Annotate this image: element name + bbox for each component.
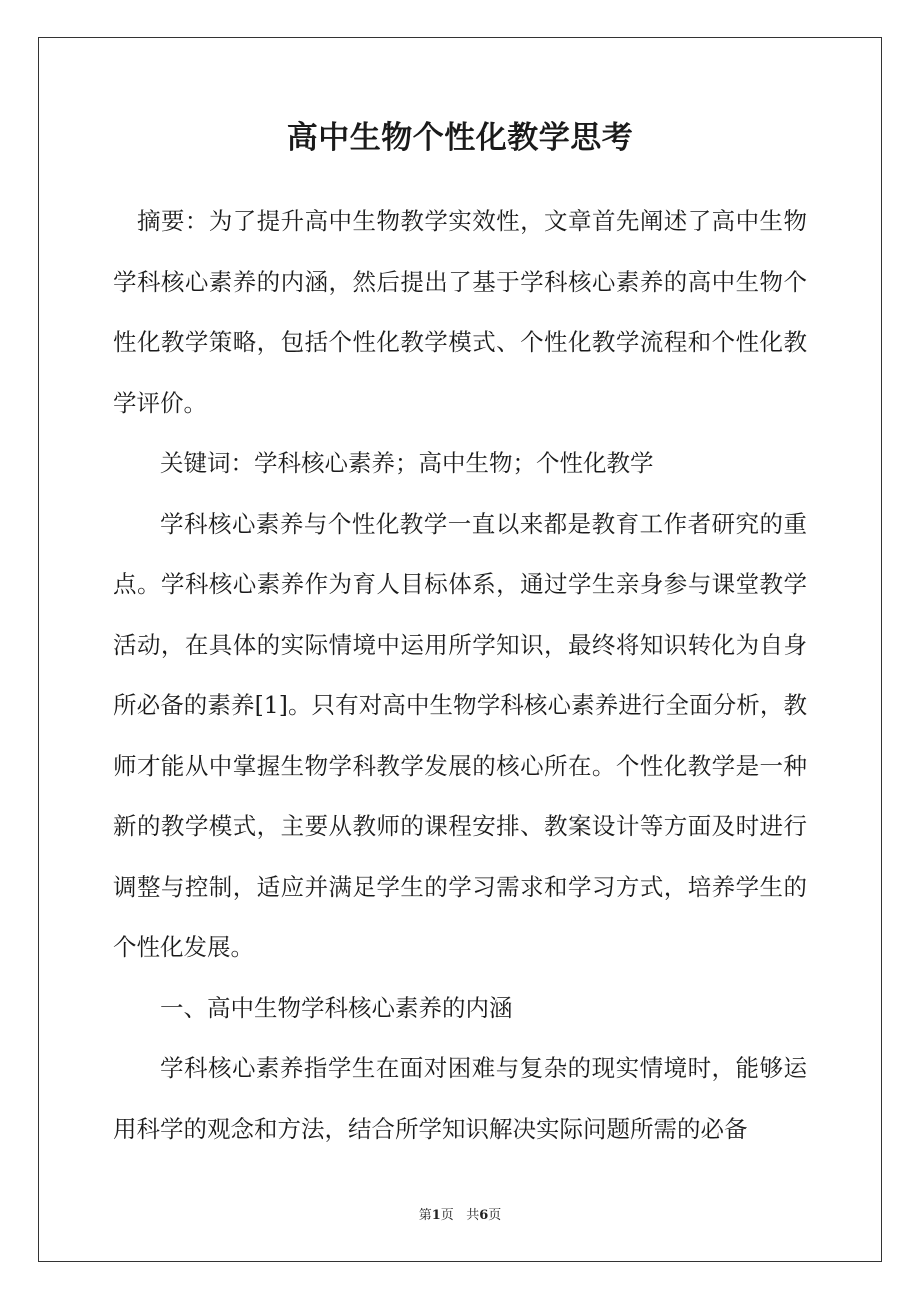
footer-total-prefix: 共 — [466, 1208, 480, 1223]
footer-prefix: 第 — [418, 1208, 432, 1223]
footer-page-suffix: 页 — [440, 1208, 454, 1223]
intro-paragraph: 学科核心素养与个性化教学一直以来都是教育工作者研究的重点。学科核心素养作为育人目标体系，通过学生亲身参与课堂教学活动，在具体的实际情境中运用所学知识，最终将知识转化为自身所必备的素养[1]。只有对高中生物学科核心素养进行全面分析，教师才能从中掌握生物学科教学发展的核心所在。个性化教学是一种新的教学模式，主要从教师的课程安排、教案设计等方面及时进行调整与控制，适应并满足学生的学习需求和学习方式，培养学生的个性化发展。 — [113, 509, 807, 961]
section-paragraph: 学科核心素养指学生在面对困难与复杂的现实情境时，能够运用科学的观念和方法，结合所学知识解决实际问题所需的必备 — [113, 1054, 807, 1143]
document-body — [113, 191, 807, 1159]
footer-total-pages: 6 — [479, 1208, 489, 1223]
document-title: 高中生物个性化教学思考 — [286, 120, 634, 156]
page-footer — [0, 1206, 920, 1226]
footer-total-suffix: 页 — [488, 1208, 502, 1223]
abstract-paragraph: 摘要：为了提升高中生物教学实效性，文章首先阐述了高中生物学科核心素养的内涵，然后提出了基于学科核心素养的高中生物个性化教学策略，包括个性化教学模式、个性化教学流程和个性化教学评价。 — [113, 207, 807, 417]
section-heading: 一、高中生物学科核心素养的内涵 — [160, 993, 513, 1022]
footer-page-number: 1 — [431, 1208, 441, 1223]
keywords-paragraph: 关键词：学科核心素养；高中生物；个性化教学 — [160, 449, 654, 477]
